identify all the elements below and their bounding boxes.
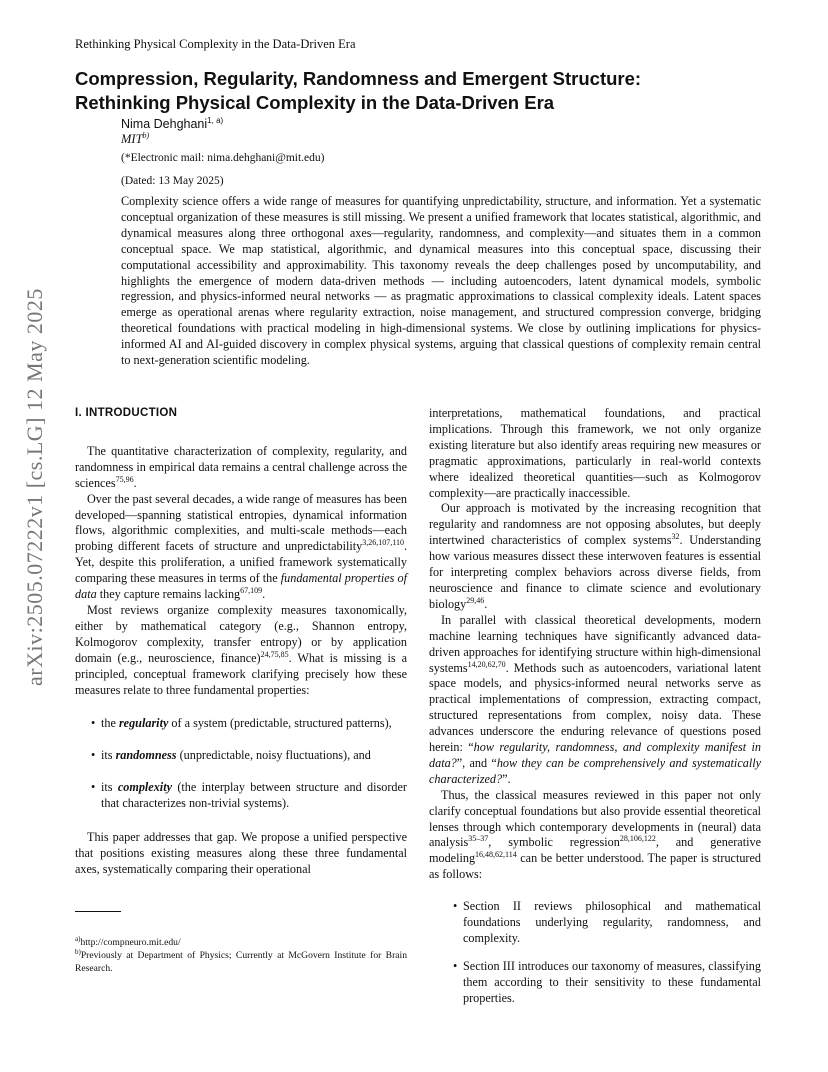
footnote-a: [75, 936, 407, 949]
left-column: [75, 406, 407, 878]
citation: 3,26,107,110: [362, 538, 404, 548]
list-item: [91, 748, 407, 764]
text: .: [484, 596, 488, 611]
emphasis: how regularity, randomness, and complexity manifest in data?: [429, 740, 761, 770]
footnote-divider: [75, 911, 121, 912]
right-paragraph-4: [429, 788, 761, 883]
text: In parallel with classical theoretical developments, modern machine learning techniques have significantly advanced data-driven approaches for identifying structure within high-dimensional systems: [429, 612, 761, 675]
list-item: [91, 780, 407, 812]
text: .: [262, 587, 266, 602]
citation: 75,96: [115, 474, 134, 484]
text: Over the past several decades, a wide range of measures has been developed—spanning statistical entropies, dynamical information flows, algorithmic complexities, and multi-scale methods—each probing different facets of structure and unpredictability: [75, 491, 407, 554]
text: (the interplay between structure and disorder that characterizes non-trivial systems).: [101, 780, 407, 811]
right-paragraph-2: [429, 501, 761, 612]
text: can be better understood. The paper is structured as follows:: [429, 851, 761, 882]
text: Our approach is motivated by the increasing recognition that regularity and randomness are not opposing absolutes, but deeply intertwined characteristics of complex systems: [429, 501, 761, 548]
intro-paragraph-2: [75, 492, 407, 603]
text: ”, and “: [456, 755, 497, 770]
section-heading-introduction: I. INTRODUCTION: [75, 407, 178, 419]
text: , symbolic regression: [488, 835, 620, 850]
affiliation-name: MIT: [121, 132, 143, 146]
author-marks: 1, a): [207, 115, 224, 125]
citation: 29,46: [466, 595, 485, 605]
list-item: • Section III introduces our taxonomy of measures, classifying them according to their sensitivity to these fundamental properties.: [453, 959, 761, 1007]
citation: 32: [671, 532, 680, 542]
footnote-text: Previously at Department of Physics; Currently at McGovern Institute for Brain Research.: [75, 950, 407, 974]
text: . What is missing is a principled, conceptual framework clarifying precisely how these measures relate to three fundamental properties:: [75, 650, 407, 697]
citation: 67,109: [240, 586, 263, 595]
citation: 24,75,85: [260, 649, 289, 659]
intro-paragraph-4: This paper addresses that gap. We propose a unified perspective that positions existing measures along these three fundamental axes, systematically comparing their operational: [75, 830, 407, 876]
author: [121, 117, 223, 131]
abstract: Complexity science offers a wide range of measures for quantifying unpredictability, structure, and information. Yet a systematic conceptual organization of these measures is still missing. We present a unified framework that locates statistical, algorithmic, and dynamical measures along three orthogonal axes—regularity, randomness, and complexity—and situates them in a common conceptual space. We map statistical, algorithmic, and dynamical measures into this conceptual space, discussing their computational accessibility and approximability. This taxonomy reveals the deep challenges posed by uncomputability, and highlights the emergence of modern data-driven methods — including autoencoders, latent dynamical models, symbolic regression, and physics-informed neural networks — as pragmatic approximations to classical complexity ideals. Latent spaces emerge as operational arenas where regularity extraction, noise management, and structured compression converge, bridging theoretical foundations with practical modeling in high-dimensional systems. We close by outlining implications for physics-informed AI and AI-guided discovery in complex physical systems, arguing that classical questions of complexity remain central to next-generation scientific modeling.: [121, 194, 761, 368]
citation: 28,106,122: [619, 834, 656, 844]
arxiv-identifier: arXiv:2505.07222v1 [cs.LG] 12 May 2025: [22, 288, 47, 686]
footnote-mark: b): [75, 947, 81, 956]
right-column: [429, 406, 761, 1019]
dated: (Dated: 13 May 2025): [121, 175, 224, 187]
affiliation: [121, 132, 149, 147]
footnote-mark: a): [75, 934, 81, 943]
property-list: [75, 716, 407, 812]
footnote-text: http://compneuro.mit.edu/: [80, 937, 181, 948]
term: randomness: [115, 748, 177, 763]
text: they capture remains lacking: [96, 587, 241, 602]
list-item: • Section II reviews philosophical and mathematical foundations underlying regularity, randomness, and complexity.: [453, 899, 761, 947]
title-line-2: Rethinking Physical Complexity in the Data-Driven Era: [75, 92, 555, 113]
footnotes: [75, 936, 407, 975]
text: its: [101, 780, 118, 795]
section-outline-list: [429, 899, 761, 1006]
running-head: Rethinking Physical Complexity in the Data-Driven Era: [75, 37, 356, 51]
right-paragraph-3: [429, 613, 761, 788]
text: of a system (predictable, structured patterns),: [168, 716, 392, 731]
text: (unpredictable, noisy fluctuations), and: [176, 748, 371, 763]
citation: 14,20,62,70: [467, 659, 506, 669]
text: . Methods such as autoencoders, variational latent space models, and physics-informed neural networks serve as practical implementations of compression, extracting compact, structured representations from complex, noisy data. These advances underscore the enduring relevance of questions posed herein: “: [429, 660, 761, 755]
text: . Understanding how various measures dissect these interwoven features is essential for interpreting complex behaviors across diverse fields, from neuroscience and finance to climate science and evolutionary biology: [429, 533, 761, 611]
emphasis: fundamental properties of data: [75, 571, 407, 602]
text: .: [133, 475, 137, 490]
term: regularity: [118, 716, 169, 731]
list-item: [91, 716, 407, 732]
author-name: Nima Dehghani: [121, 117, 208, 131]
citation: 35–37: [468, 834, 489, 844]
text: the: [101, 716, 119, 731]
text: The quantitative characterization of complexity, regularity, and randomness in empirical data remains a central challenge across the sciences: [75, 443, 407, 490]
paper-title: [75, 67, 775, 115]
email: (*Electronic mail: nima.dehghani@mit.edu): [121, 152, 325, 164]
title-line-1: Compression, Regularity, Randomness and Emergent Structure:: [75, 68, 642, 89]
text: ”.: [502, 771, 511, 786]
right-paragraph-1: interpretations, mathematical foundations, and practical implications. Through this framework, we not only organize existing literature but also identify areas requiring new measures or pragmatic approximations, particularly in real-world contexts where idealized theoretical quantities—such as Kolmogorov complexity—are practically inaccessible.: [429, 406, 761, 500]
text: Thus, the classical measures reviewed in this paper not only clarify conceptual foundations but also provide essential theoretical lenses through which contemporary developments in (neural) data analysis: [429, 787, 761, 850]
text: Most reviews organize complexity measures taxonomically, either by mathematical category (e.g., Shannon entropy, Kolmogorov complexity, transfer entropy) or by application domain (e.g., neuroscience, finance): [75, 602, 407, 665]
intro-paragraph-3: [75, 603, 407, 698]
intro-paragraph-1: [75, 444, 407, 492]
term: complexity: [117, 780, 172, 795]
footnote-b: [75, 949, 407, 975]
citation: 16,48,62,114: [475, 850, 517, 860]
affiliation-mark: b): [142, 130, 150, 140]
text: , and generative modeling: [429, 835, 761, 866]
text: its: [101, 748, 116, 763]
emphasis: how they can be comprehensively and systematically characterized?: [429, 755, 762, 786]
text: . Yet, despite this proliferation, a unified framework systematically comparing these measures in terms of the: [75, 539, 407, 586]
